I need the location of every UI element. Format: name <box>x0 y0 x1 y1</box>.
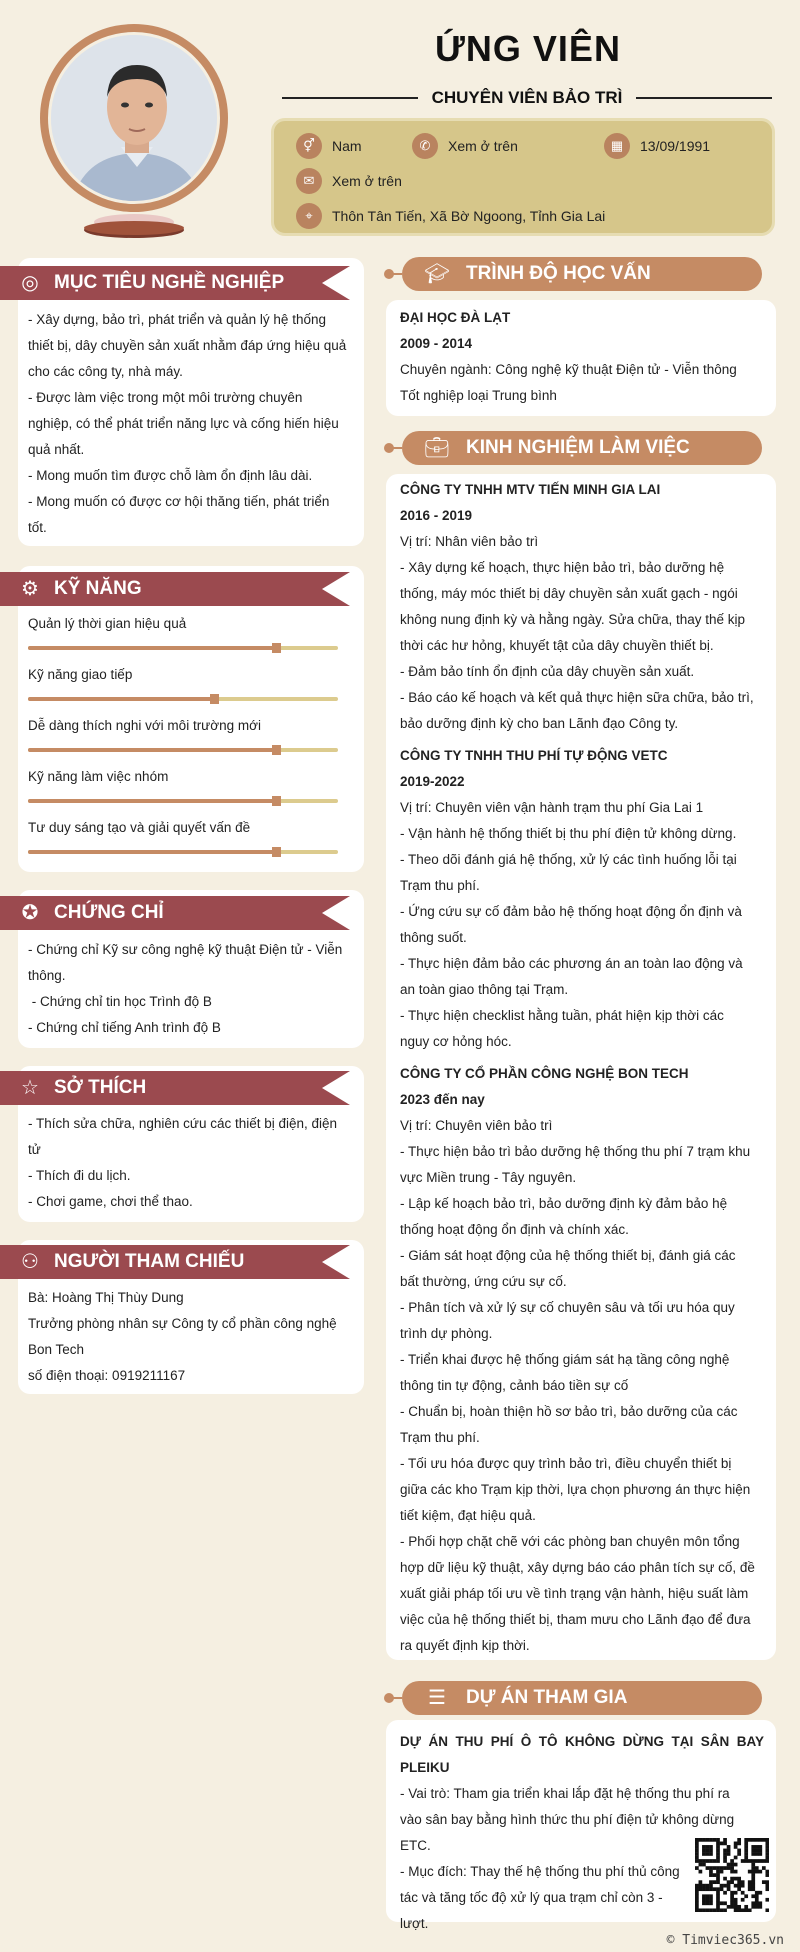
job-line: - Lập kế hoạch bảo trì, bảo dưỡng định kỳ đảm bảo hệ <box>400 1196 728 1211</box>
skill-bar <box>28 697 214 701</box>
briefcase-icon: 💼︎ <box>424 437 450 459</box>
project-line: vào sân bay bằng hình thức thu phí điện tử không dừng <box>400 1812 735 1827</box>
job-line: ra quyết định kịp thời. <box>400 1638 530 1653</box>
location-icon: ⌖ <box>296 203 322 229</box>
job-period: 2016 - 2019 <box>400 508 473 523</box>
phone-icon: ✆ <box>412 133 438 159</box>
objective-line: nghiệp, có thể phát triển năng lực và cống hiến hiệu <box>28 416 339 431</box>
job-line: không nung định kỳ và hằng ngày. Sửa chữa, thay thế kịp <box>400 612 746 627</box>
job-line: bảo dưỡng định kỳ cho ban Lãnh đạo Công ty. <box>400 716 679 731</box>
job-line: Trạm thu phí. <box>400 1430 480 1445</box>
reference-line: số điện thoại: 0919211167 <box>28 1368 186 1383</box>
objective-line: quả nhất. <box>28 442 85 457</box>
project-line: - Vai trò: Tham gia triển khai lắp đặt hệ thống thu phí ra <box>400 1786 730 1801</box>
job-line: - Báo cáo kế hoạch và kết quả thực hiện sữa chữa, bảo trì, <box>400 690 754 705</box>
certificate-line: - Chứng chỉ tin học Trình độ B <box>28 994 212 1009</box>
graduation-cap-icon: 🎓︎ <box>424 263 450 285</box>
job-line: an toàn giao thông tại Trạm. <box>400 982 569 997</box>
job-line: trình dự phòng. <box>400 1326 493 1341</box>
reference-line: Bà: Hoàng Thị Thùy Dung <box>28 1290 184 1305</box>
hobby-line: - Chơi game, chơi thể thao. <box>28 1194 193 1209</box>
company-name: CÔNG TY TNHH THU PHÍ TỰ ĐỘNG VETC <box>400 748 668 763</box>
references-text <box>28 1285 358 1389</box>
project-line: - Mục đích: Thay thế hệ thống thu phí thủ công <box>400 1864 680 1879</box>
objective-header <box>0 266 350 300</box>
skill-track <box>28 850 338 854</box>
job-line: thống hoạt động ổn định và chính xác. <box>400 1222 629 1237</box>
project-line: ETC. <box>400 1838 431 1853</box>
job-line: - Thực hiện bảo trì bảo dưỡng hệ thống thu phí 7 trạm khu <box>400 1144 751 1159</box>
objective-line: - Được làm việc trong một môi trường chuyên <box>28 390 303 405</box>
experience-header <box>380 431 770 465</box>
skill-knob <box>210 694 219 704</box>
calendar-icon: ▦ <box>604 133 630 159</box>
skill-track <box>28 799 338 803</box>
job-line: - Triển khai được hệ thống giám sát hạ tầng công nghệ <box>400 1352 730 1367</box>
education-grade: Tốt nghiệp loại Trung bình <box>400 388 557 403</box>
job-line: thông tin tự động, cảnh báo tiền sự cố <box>400 1378 629 1393</box>
job-line: thông suốt. <box>400 930 467 945</box>
skill-knob <box>272 796 281 806</box>
certificates-text <box>28 937 358 1041</box>
job-line: hợp dữ liệu kỹ thuật, xây dựng báo cáo phân tích sự cố, đề <box>400 1560 755 1575</box>
gender-item <box>296 133 362 159</box>
education-title: TRÌNH ĐỘ HỌC VẤN <box>466 263 651 284</box>
job-line: Trạm thu phí. <box>400 878 480 893</box>
objective-text <box>28 307 358 541</box>
job-line: tiết kiệm, đạt hiệu quả. <box>400 1508 536 1523</box>
job-line: Vị trí: Chuyên viên bảo trì <box>400 1118 553 1133</box>
objective-line: cho các công ty, nhà máy. <box>28 364 183 379</box>
dob-item <box>604 133 710 159</box>
skill-item <box>28 718 338 742</box>
star-icon: ☆ <box>21 1077 39 1099</box>
email-icon: ✉ <box>296 168 322 194</box>
reference-line: Trưởng phòng nhân sự Công ty cổ phần công nghệ <box>28 1316 337 1331</box>
skill-track <box>28 748 338 752</box>
skill-label: Kỹ năng giao tiếp <box>28 667 133 682</box>
email-item <box>296 168 402 194</box>
objective-line: - Mong muốn tìm được chỗ làm ổn định lâu dài. <box>28 468 313 483</box>
job-line: - Phân tích và xử lý sự cố chuyên sâu và tối ưu hóa quy <box>400 1300 735 1315</box>
address-item <box>296 203 605 229</box>
phone-value: Xem ở trên <box>448 138 518 154</box>
job-line: - Chuẩn bị, hoàn thiện hồ sơ bảo trì, bảo dưỡng của các <box>400 1404 738 1419</box>
skill-item <box>28 820 338 844</box>
company-name: CÔNG TY TNHH MTV TIẾN MINH GIA LAI <box>400 482 661 497</box>
project-line: tác và tăng tốc độ xử lý qua trạm chỉ còn 3 - <box>400 1890 663 1905</box>
experience-job <box>400 1061 764 1659</box>
award-icon: ✪ <box>21 902 39 924</box>
certificate-line: - Chứng chỉ tiếng Anh trình độ B <box>28 1020 221 1035</box>
hobbies-header <box>0 1071 350 1105</box>
qr-code[interactable] <box>695 1838 769 1912</box>
job-line: nguy cơ hỏng hóc. <box>400 1034 512 1049</box>
skill-bar <box>28 850 276 854</box>
objective-line: tốt. <box>28 520 47 535</box>
title-divider-right <box>636 97 772 99</box>
skill-label: Tư duy sáng tạo và giải quyết vấn đề <box>28 820 251 835</box>
job-line: - Vận hành hệ thống thiết bị thu phí điện tử không dừng. <box>400 826 737 841</box>
skill-label: Quản lý thời gian hiệu quả <box>28 616 187 631</box>
experience-title: KINH NGHIỆM LÀM VIỆC <box>466 437 690 458</box>
target-icon: ◎ <box>21 272 39 294</box>
skill-bar <box>28 646 276 650</box>
projects-title: DỰ ÁN THAM GIA <box>466 1687 628 1708</box>
job-line: - Xây dựng kế hoạch, thực hiện bảo trì, bảo dưỡng hệ <box>400 560 725 575</box>
job-period: 2023 đến nay <box>400 1092 485 1107</box>
job-line: bất thường, ứng cứu sự cố. <box>400 1274 567 1289</box>
objective-line: thiết bị, dây chuyền sản xuất nhằm đáp ứng hiệu quả <box>28 338 347 353</box>
experience-job <box>400 477 764 737</box>
job-line: thời các hư hỏng, khuyết tật của dây chuyền thiết bị. <box>400 638 714 653</box>
skill-knob <box>272 847 281 857</box>
certificate-line: - Chứng chỉ Kỹ sư công nghệ kỹ thuật Điện tử - Viễn <box>28 942 343 957</box>
candidate-name: ỨNG VIÊN <box>435 28 621 69</box>
job-period: 2019-2022 <box>400 774 465 789</box>
watermark: © Timviec365.vn <box>666 1933 784 1948</box>
dob-value: 13/09/1991 <box>640 138 711 154</box>
skill-bar <box>28 748 276 752</box>
school-name: ĐẠI HỌC ĐÀ LẠT <box>400 310 511 325</box>
skill-knob <box>272 745 281 755</box>
job-line: - Thực hiện đảm bảo các phương án an toàn lao động và <box>400 956 743 971</box>
contact-info-box <box>271 118 775 236</box>
certificates-title: CHỨNG CHỈ <box>54 902 164 923</box>
job-line: việc của hệ thống thiết bị, tham mưu cho Lãnh đạo để đưa <box>400 1612 751 1627</box>
hobbies-text <box>28 1111 358 1215</box>
skill-label: Dễ dàng thích nghi với môi trường mới <box>28 718 261 733</box>
job-line: Vị trí: Nhân viên bảo trì <box>400 534 539 549</box>
skill-track <box>28 646 338 650</box>
gender-icon: ⚥ <box>296 133 322 159</box>
address-value: Thôn Tân Tiến, Xã Bờ Ngoong, Tỉnh Gia Lai <box>332 208 606 224</box>
job-line: thống, máy móc thiết bị dây chuyền sản xuất gạch - ngói <box>400 586 738 601</box>
reference-line: Bon Tech <box>28 1342 85 1357</box>
title-divider-left <box>282 97 418 99</box>
job-line: - Tối ưu hóa được quy trình bảo trì, điều chuyển thiết bị <box>400 1456 732 1471</box>
company-name: CÔNG TY CỔ PHẦN CÔNG NGHỆ BON TECH <box>400 1066 689 1081</box>
objective-line: - Mong muốn có được cơ hội thăng tiến, phát triển <box>28 494 330 509</box>
certificates-header <box>0 896 350 930</box>
hobbies-title: SỞ THÍCH <box>54 1077 147 1098</box>
skill-item <box>28 667 338 691</box>
certificate-line: thông. <box>28 968 66 983</box>
references-title: NGƯỜI THAM CHIẾU <box>54 1251 245 1272</box>
education-text <box>400 305 764 409</box>
skill-bar <box>28 799 276 803</box>
job-line: - Đảm bảo tính ổn định của dây chuyền sản xuất. <box>400 664 695 679</box>
email-value: Xem ở trên <box>332 173 402 189</box>
education-header <box>380 257 770 291</box>
hobby-line: tử <box>28 1142 41 1157</box>
objective-line: - Xây dựng, bảo trì, phát triển và quản lý hệ thống <box>28 312 326 327</box>
job-line: - Ứng cứu sự cố đảm bảo hệ thống hoạt động ổn định và <box>400 904 742 919</box>
job-line: - Phối hợp chặt chẽ với các phòng ban chuyên môn tổng <box>400 1534 740 1549</box>
education-major: Chuyên ngành: Công nghệ kỹ thuật Điện tử - Viễn thông <box>400 362 737 377</box>
job-line: vực Miền trung - Tây nguyên. <box>400 1170 577 1185</box>
gear-icon: ⚙ <box>21 578 39 600</box>
layers-icon: ☰ <box>428 1687 446 1709</box>
avatar <box>48 32 220 204</box>
job-title: CHUYÊN VIÊN BẢO TRÌ <box>431 88 623 107</box>
references-header <box>0 1245 350 1279</box>
phone-item <box>412 133 518 159</box>
avatar-pedestal <box>82 212 186 242</box>
job-line: Vị trí: Chuyên viên vận hành trạm thu phí Gia Lai 1 <box>400 800 704 815</box>
project-line: lượt. <box>400 1916 429 1931</box>
skill-knob <box>272 643 281 653</box>
job-line: xuất giải pháp tối ưu về tình trạng vận hành, hiệu suất làm <box>400 1586 749 1601</box>
skill-track <box>28 697 338 701</box>
objective-title: MỤC TIÊU NGHỀ NGHIỆP <box>54 272 285 293</box>
skill-item <box>28 769 338 793</box>
education-period: 2009 - 2014 <box>400 336 473 351</box>
skill-item <box>28 616 338 640</box>
hobby-line: - Thích sửa chữa, nghiên cứu các thiết bị điện, điện <box>28 1116 338 1131</box>
job-line: - Theo dõi đánh giá hệ thống, xử lý các tình huống lỗi tại <box>400 852 737 867</box>
hobby-line: - Thích đi du lịch. <box>28 1168 131 1183</box>
skills-header <box>0 572 350 606</box>
skills-title: KỸ NĂNG <box>54 578 142 599</box>
job-line: giữa các kho Trạm kịp thời, lựa chọn phương án thực hiện <box>400 1482 751 1497</box>
skill-label: Kỹ năng làm việc nhóm <box>28 769 169 784</box>
job-line: - Thực hiện checklist hằng tuần, phát hiện kịp thời các <box>400 1008 724 1023</box>
projects-header <box>380 1681 770 1715</box>
avatar-frame <box>40 24 228 212</box>
experience-job <box>400 743 764 1055</box>
gender-value: Nam <box>332 138 362 154</box>
job-line: - Giám sát hoạt động của hệ thống thiết bị, đánh giá các <box>400 1248 736 1263</box>
people-icon: ⚇ <box>21 1251 39 1273</box>
project-name: DỰ ÁN THU PHÍ Ô TÔ KHÔNG DỪNG TẠI SÂN BAY PLEIKU <box>400 1734 764 1775</box>
